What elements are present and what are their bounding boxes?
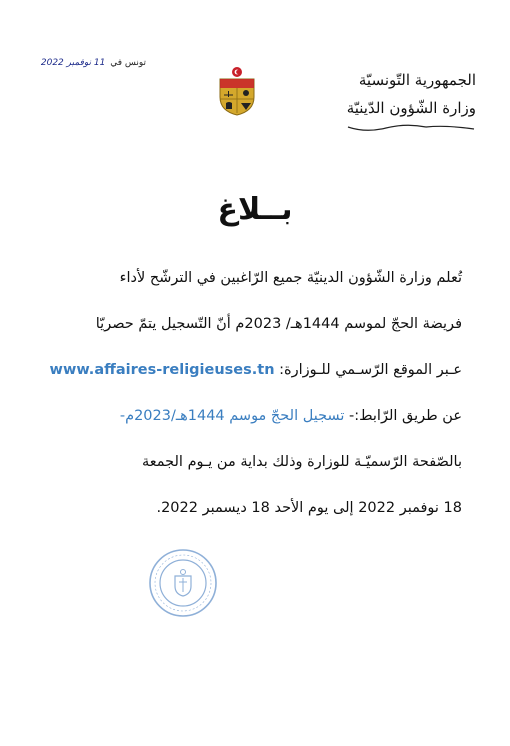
ministry-seal-stamp-icon xyxy=(148,548,218,618)
body-line-4-text: عن طريق الرّابط:- xyxy=(349,408,462,424)
header-flourish-icon xyxy=(346,120,476,134)
tunisia-coat-of-arms-icon xyxy=(214,65,260,117)
body-line-3 xyxy=(42,362,462,396)
date-handwritten: 11 نوفمبر 2022 xyxy=(40,58,106,68)
body-line-3-text: عـبر الموقع الرّسـمي للـوزارة: xyxy=(279,362,462,378)
body-line-4 xyxy=(42,408,462,442)
header-republic: الجمهورية التّونسيّة xyxy=(358,71,476,89)
body-line-6: 18 نوفمبر 2022 إلى يوم الأحد 18 ديسمبر 2022. xyxy=(156,500,462,516)
body-line-2: فريضة الحجّ لموسم 1444هـ/ 2023م أنّ التّسجيل يتمّ حصريّا xyxy=(95,316,462,332)
date-line xyxy=(36,58,146,80)
ministry-header xyxy=(326,66,476,134)
header-ministry: وزارة الشّؤون الدّينيّة xyxy=(346,99,476,117)
date-city: تونس في xyxy=(110,58,146,68)
registration-link[interactable]: تسجيل الحجّ موسم 1444هـ/2023م- xyxy=(119,408,345,424)
body-line-5: بالصّفحة الرّسميّـة للوزارة وذلك بداية من يـوم الجمعة xyxy=(142,454,462,470)
announcement-title: بــلاغ xyxy=(217,192,293,227)
body-line-1: تُعلم وزارة الشّؤون الدينيّة جميع الرّاغبين في الترشّح لأداء xyxy=(119,270,462,286)
website-link[interactable]: www.affaires-religieuses.tn xyxy=(49,362,275,378)
